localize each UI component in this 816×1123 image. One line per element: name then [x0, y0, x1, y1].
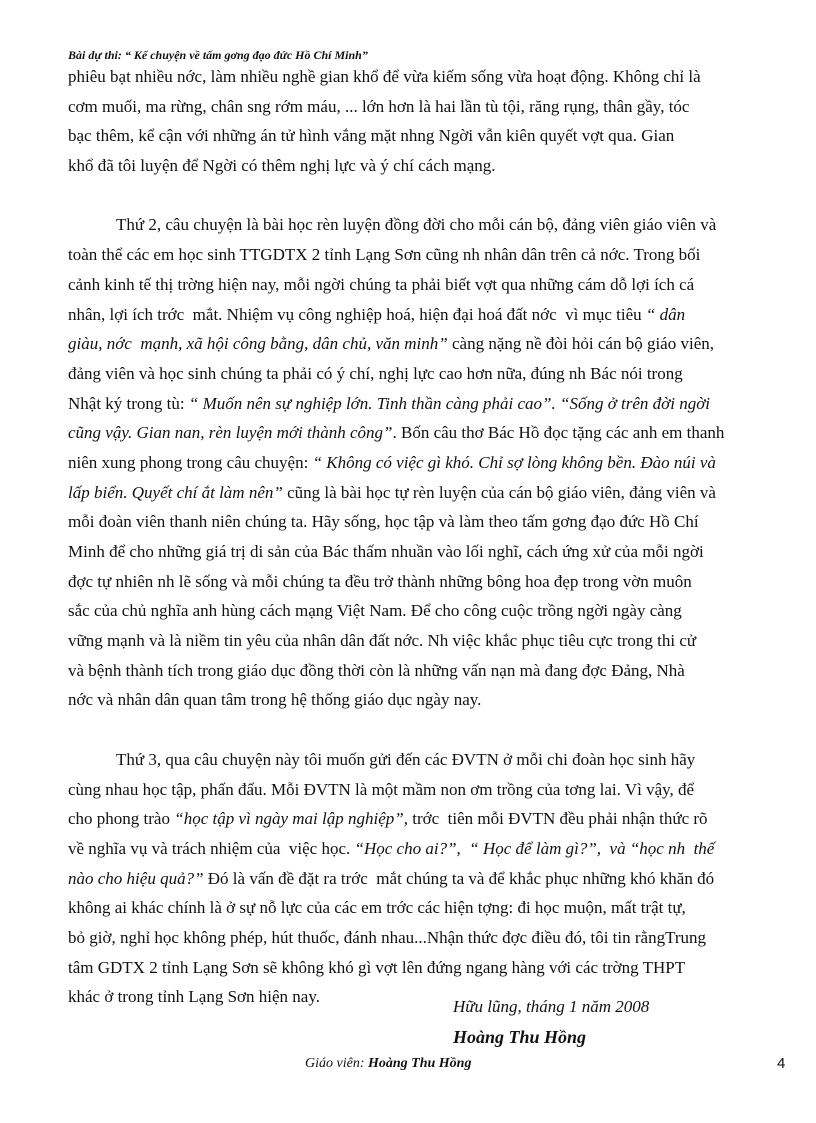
quote-run: lấp biển. Quyết chí ắt làm nên”: [68, 482, 283, 502]
quote-run: giàu, nớc mạnh, xã hội công bằng, dân chủ, văn minh”: [68, 334, 448, 354]
text-line: [68, 329, 788, 359]
text-line: tâm GDTX 2 tỉnh Lạng Sơn sẽ không khó gì vợt lên đứng ngang hàng với các trờng THPT: [68, 957, 686, 977]
text-run: Nhật ký trong tù:: [68, 393, 189, 413]
footer-label: Giáo viên:: [305, 1056, 368, 1071]
footer-teacher-name: Hoàng Thu Hồng: [367, 1056, 472, 1071]
text-line: [68, 389, 788, 419]
text-line: toàn thể các em học sinh TTGDTX 2 tỉnh Lạng Sơn cũng nh nhân dân trên cả nớc. Trong bối: [68, 245, 701, 265]
text-run: Đó là vấn đề đặt ra trớc mắt chúng ta và để khắc phục những khó khăn đó: [203, 868, 715, 888]
text-line: [68, 804, 788, 834]
text-line: cùng nhau học tập, phấn đấu. Mỗi ĐVTN là một mầm non ơm trồng của tơng lai. Vì vậy, để: [68, 779, 695, 799]
page-number: 4: [777, 1055, 786, 1072]
text-line: bạc thêm, kể cận với những án tử hình vắng mặt nhng Ngời vẫn kiên quyết vợt qua. Gian: [68, 126, 675, 146]
text-line: đợc tự nhiên nh lẽ sống và mỗi chúng ta đều trở thành những bông hoa đẹp trong vờn muôn: [68, 571, 692, 591]
text-line: mỗi đoàn viên thanh niên chúng ta. Hãy sống, học tập và làm theo tấm gơng đạo đức Hồ Chí: [68, 512, 699, 532]
page-footer: [305, 1056, 471, 1072]
text-run: nhân, lợi ích trớc mắt. Nhiệm vụ công nghiệp hoá, hiện đại hoá đất nớc vì mục tiêu: [68, 304, 646, 324]
quote-run: cũng vậy. Gian nan, rèn luyện mới thành công”: [68, 423, 393, 443]
paragraph-1: [68, 62, 788, 181]
quote-run: “Học cho ai?”, “ Học để làm gì?”, và “học nh thế: [354, 838, 715, 858]
text-line: Minh để cho những giá trị di sản của Bác thấm nhuần vào lối nghĩ, cách ứng xử của mỗi ngời: [68, 542, 704, 561]
signer-name: Hoàng Thu Hồng: [453, 1027, 587, 1047]
text-line: [68, 300, 788, 330]
text-line: cơm muối, ma rừng, chân sng rớm máu, ... lớn hơn là hai lần tù tội, răng rụng, thân gầy, tóc: [68, 96, 690, 116]
text-line: bỏ giờ, nghỉ học không phép, hút thuốc, đánh nhau...Nhận thức đợc điều đó, tôi tin rằngTrung: [68, 927, 707, 947]
quote-run: “ Không có việc gì khó. Chỉ sợ lòng không bền. Đào núi và: [312, 452, 716, 472]
text-line: [68, 478, 788, 508]
text-run: cũng là bài học tự rèn luyện của cán bộ giáo viên, đảng viên và: [282, 482, 716, 502]
document-body: [68, 62, 788, 1012]
place-and-date: Hữu lũng, tháng 1 năm 2008: [453, 997, 650, 1016]
page-header: Bài dự thi: “ Kể chuyện về tấm gơng đạo đức Hồ Chí Minh”: [68, 48, 368, 62]
text-line: Thứ 2, câu chuyện là bài học rèn luyện đồng đời cho mỗi cán bộ, đảng viên giáo viên và: [116, 215, 717, 235]
text-line: Thứ 3, qua câu chuyện này tôi muốn gửi đến các ĐVTN ở mỗi chi đoàn học sinh hãy: [116, 749, 696, 769]
text-line: nớc và nhân dân quan tâm trong hệ thống giáo dục ngày nay.: [68, 690, 482, 710]
paragraph-2: [68, 210, 788, 715]
quote-run: “ Muốn nên sự nghiệp lớn. Tinh thần càng phải cao”. “Sống ở trên đời ngời: [188, 393, 710, 413]
text-line: và bệnh thành tích trong giáo dục đồng thời còn là những vấn nạn mà đang đợc Đảng, Nhà: [68, 660, 685, 680]
text-line: khác ở trong tỉnh Lạng Sơn hiện nay.: [68, 987, 320, 1007]
text-line: cảnh kinh tế thị trờng hiện nay, mỗi ngời chúng ta phải biết vợt qua những cám dỗ lợi ích cá: [68, 274, 695, 294]
quote-run: “học tập vì ngày mai lập nghiệp”: [174, 809, 404, 829]
quote-run: “ dân: [645, 304, 686, 324]
text-run: càng nặng nề đòi hỏi cán bộ giáo viên,: [447, 334, 714, 354]
text-run: , trớc tiên mỗi ĐVTN đều phải nhận thức rõ: [403, 809, 708, 829]
text-line: đảng viên và học sinh chúng ta phải có ý chí, nghị lực cao hơn nữa, đúng nh Bác nói trong: [68, 363, 683, 383]
paragraph-3: [68, 745, 788, 1012]
text-run: cho phong trào: [68, 809, 175, 829]
text-run: về nghĩa vụ và trách nhiệm của việc học.: [68, 838, 355, 858]
text-line: [68, 418, 788, 448]
text-line: phiêu bạt nhiều nớc, làm nhiều nghề gian khổ để vừa kiếm sống vừa hoạt động. Không chỉ là: [68, 67, 701, 86]
text-run: . Bốn câu thơ Bác Hồ đọc tặng các anh em thanh: [392, 423, 725, 443]
quote-run: nào cho hiệu quả?”: [68, 868, 204, 888]
text-run: niên xung phong trong câu chuyện:: [68, 452, 313, 472]
text-line: không ai khác chính là ở sự nỗ lực của các em trớc các hiện tợng: đi học muộn, mất trật tự,: [68, 898, 686, 918]
paragraph-gap: [68, 715, 788, 745]
text-line: sắc của chủ nghĩa anh hùng cách mạng Việt Nam. Để cho công cuộc trồng ngời ngày càng: [68, 601, 682, 621]
text-line: [68, 834, 788, 864]
paragraph-gap: [68, 181, 788, 211]
text-line: khổ đã tôi luyện để Ngời có thêm nghị lực và ý chí cách mạng.: [68, 156, 496, 176]
text-line: vững mạnh và là niềm tin yêu của nhân dân đất nớc. Nh việc khắc phục tiêu cực trong thi cử: [68, 631, 697, 651]
text-line: [68, 448, 788, 478]
text-line: [68, 864, 788, 894]
